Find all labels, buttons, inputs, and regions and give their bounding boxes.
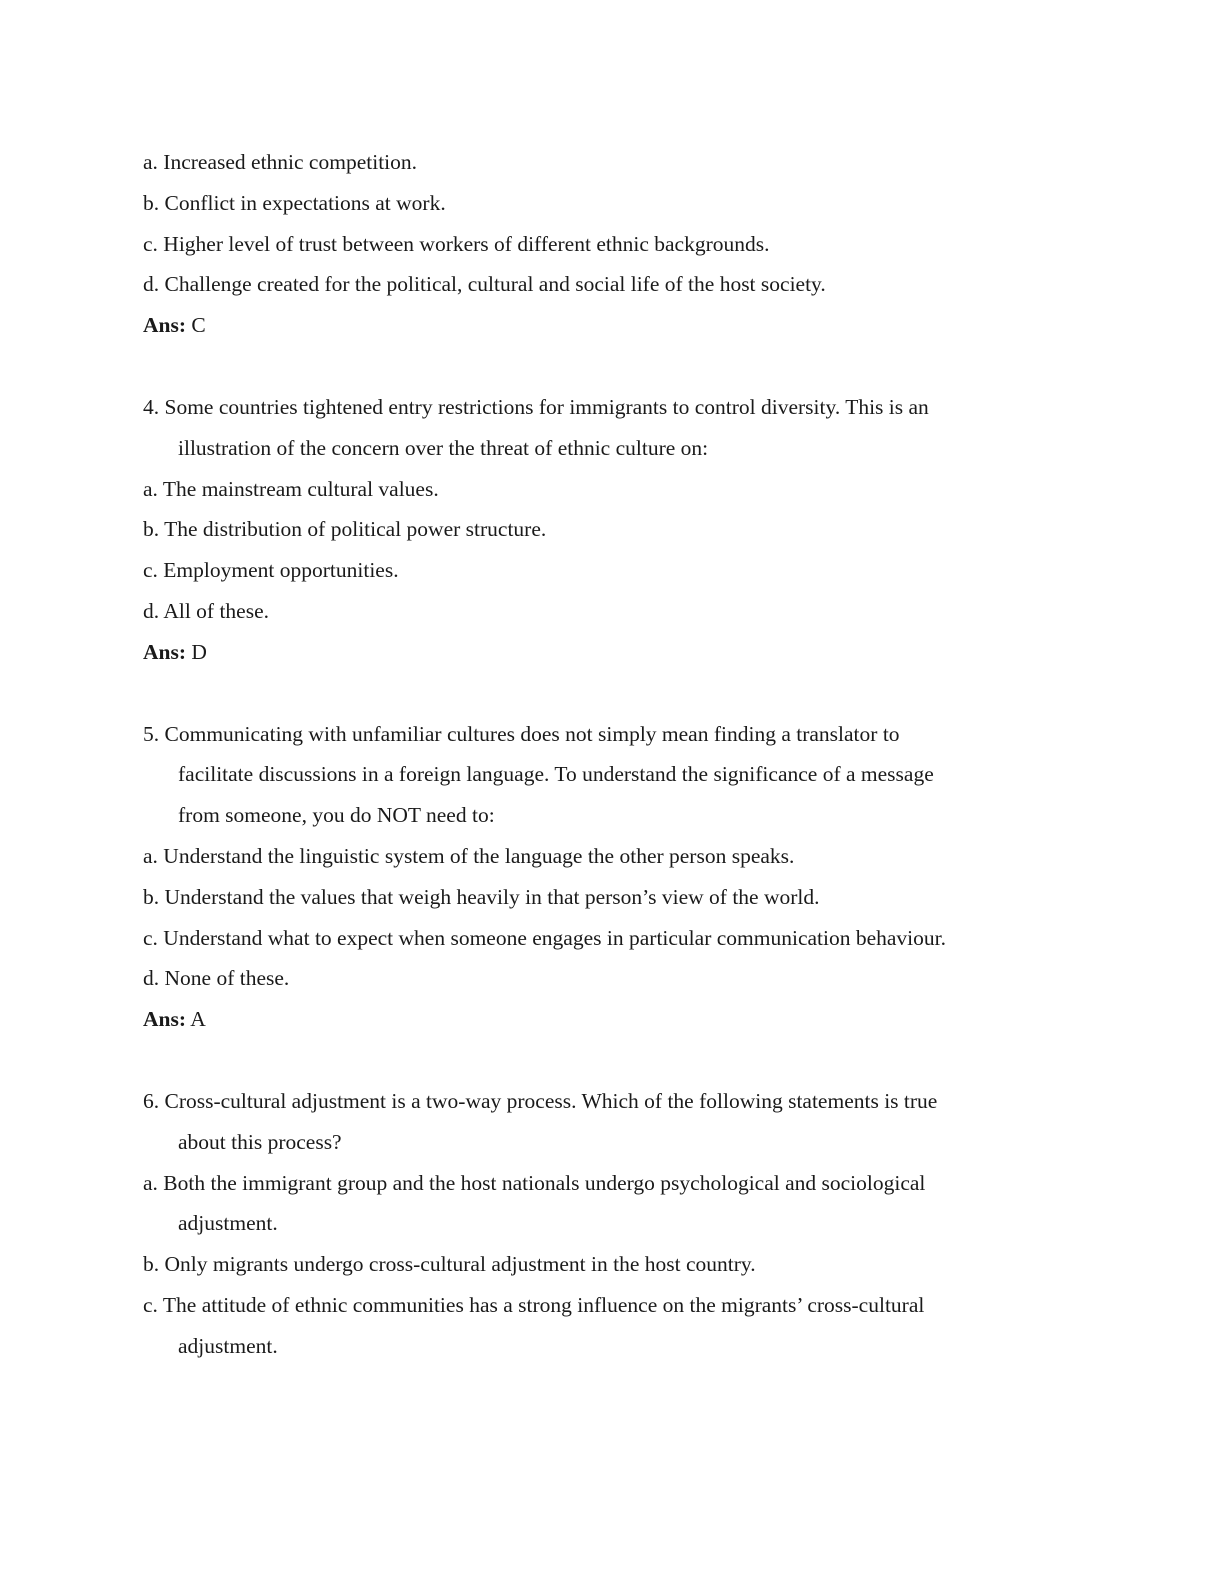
question-3-options <box>143 142 1043 346</box>
question-6 <box>143 1081 1043 1367</box>
q3-option-a: a. Increased ethnic competition. <box>143 150 418 174</box>
q5-option-d: d. None of these. <box>143 966 290 991</box>
q3-answer <box>143 305 1043 346</box>
q5-stem-line-2: facilitate discussions in a foreign language. To understand the significance of a message <box>178 762 934 787</box>
q3-option-d: d. Challenge created for the political, cultural and social life of the host society. <box>143 272 826 297</box>
q3-answer-label: Ans: <box>143 313 187 338</box>
q6-option-c-line-1: c. The attitude of ethnic communities has a strong influence on the migrants’ cross-cultural <box>143 1292 925 1317</box>
q6-stem-line-2: about this process? <box>178 1129 342 1154</box>
q5-answer-value: A <box>186 1007 206 1032</box>
q5-answer-label: Ans: <box>143 1007 187 1032</box>
question-5 <box>143 714 1043 1040</box>
q4-option-b: b. The distribution of political power structure. <box>143 517 547 542</box>
q4-option-d: d. All of these. <box>143 598 269 623</box>
q4-stem-line-2: illustration of the concern over the threat of ethnic culture on: <box>178 435 709 460</box>
q3-answer-value: C <box>186 313 206 338</box>
q5-answer <box>143 999 1043 1040</box>
q6-option-c-line-2: adjustment. <box>178 1333 278 1358</box>
q4-option-a: a. The mainstream cultural values. <box>143 476 439 501</box>
q5-stem-line-3: from someone, you do NOT need to: <box>178 803 495 828</box>
q4-stem-line-1: 4. Some countries tightened entry restrictions for immigrants to control diversity. This is an <box>143 394 929 419</box>
q5-option-a: a. Understand the linguistic system of the language the other person speaks. <box>143 843 795 868</box>
q4-answer-value: D <box>186 639 207 664</box>
q5-option-b: b. Understand the values that weigh heavily in that person’s view of the world. <box>143 884 820 909</box>
q5-option-c: c. Understand what to expect when someone engages in particular communication behaviour. <box>143 925 947 950</box>
q6-option-a-line-1: a. Both the immigrant group and the host nationals undergo psychological and sociological <box>143 1170 926 1195</box>
q6-option-a-line-2: adjustment. <box>178 1211 278 1236</box>
q5-stem-line-1: 5. Communicating with unfamiliar cultures does not simply mean finding a translator to <box>143 721 900 746</box>
page-content <box>143 142 1043 1367</box>
question-4 <box>143 387 1043 673</box>
spacer <box>143 1040 1043 1081</box>
q3-option-c: c. Higher level of trust between workers of different ethnic backgrounds. <box>143 231 770 256</box>
q6-option-b: b. Only migrants undergo cross-cultural adjustment in the host country. <box>143 1252 756 1277</box>
q4-answer <box>143 632 1043 673</box>
q6-stem-line-1: 6. Cross-cultural adjustment is a two-way process. Which of the following statements is true <box>143 1088 938 1113</box>
q4-option-c: c. Employment opportunities. <box>143 558 399 583</box>
q4-answer-label: Ans: <box>143 639 187 664</box>
q3-option-b: b. Conflict in expectations at work. <box>143 190 446 215</box>
spacer <box>143 346 1043 387</box>
spacer <box>143 673 1043 714</box>
